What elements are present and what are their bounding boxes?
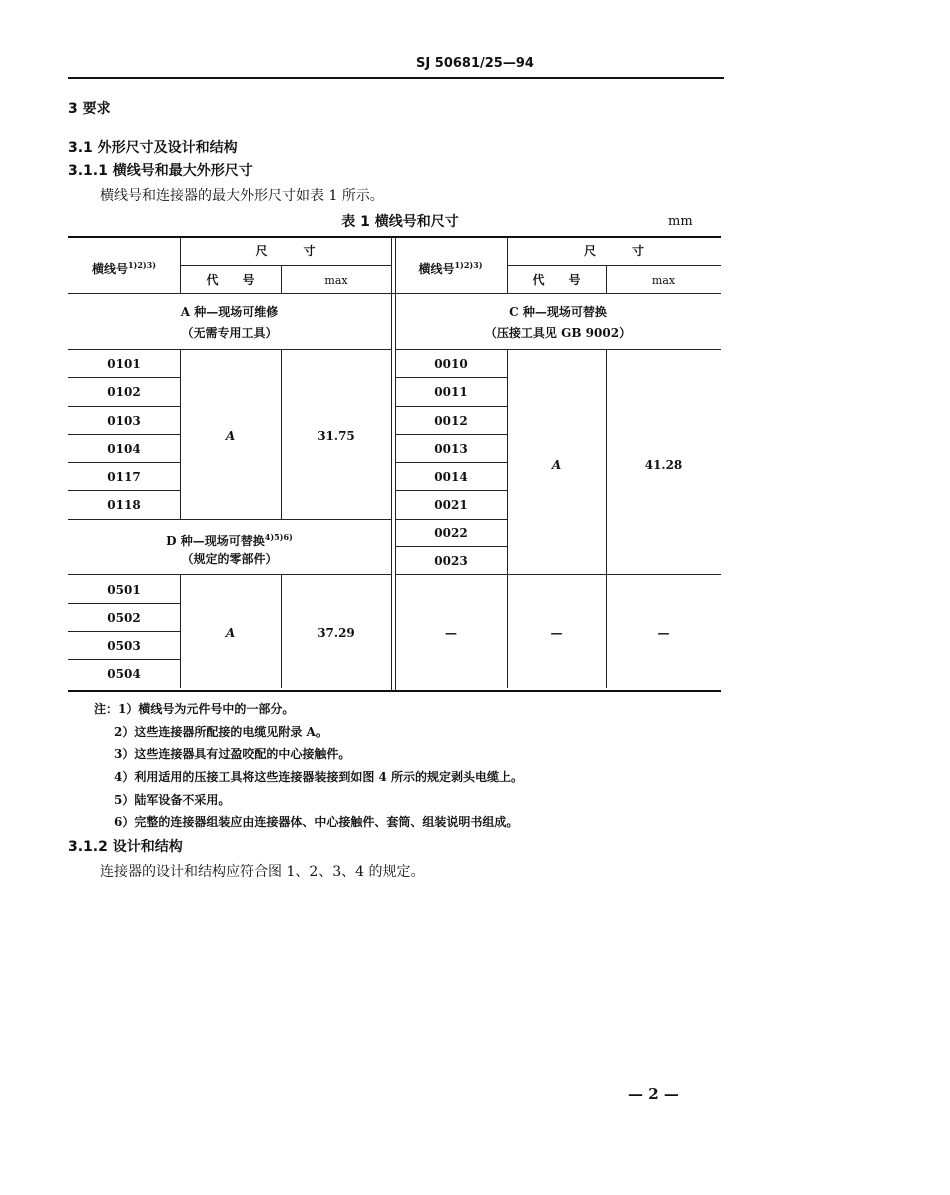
group-c-title: C 种—现场可替换 [509, 305, 607, 319]
table-cell-a-row: 0117 [107, 470, 141, 484]
section-3-1-2-heading: 3.1.2 设计和结构 [68, 839, 183, 855]
table-cell-c-row: 0012 [434, 414, 468, 428]
table-unit: mm [668, 214, 693, 229]
table-cell-c-row: 0011 [434, 385, 468, 399]
empty-dash: — [445, 626, 457, 640]
note-1: 注：1）横线号为元件号中的一部分。 [94, 702, 295, 716]
group-a-max: 31.75 [317, 429, 355, 443]
table-cell-a-row: 0118 [107, 498, 141, 512]
dim-header-left: 尺 寸 [255, 244, 316, 258]
group-d-max: 37.29 [317, 626, 355, 640]
note-3: 3）这些连接器具有过盈咬配的中心接触件。 [114, 747, 351, 761]
code-header-left: 代 号 [206, 273, 255, 287]
group-a-subtitle: （无需专用工具） [181, 326, 278, 340]
group-c-max: 41.28 [644, 458, 683, 472]
table-cell-d-row: 0501 [107, 583, 141, 597]
table-cell-d-row: 0503 [107, 639, 141, 653]
group-a-code: A [225, 429, 236, 443]
group-c-code: A [551, 458, 562, 472]
section-3-1-1-heading: 3.1.1 横线号和最大外形尺寸 [68, 163, 253, 179]
section-3-heading: 3 要求 [68, 101, 111, 117]
group-d-subtitle: （规定的零部件） [181, 552, 278, 566]
empty-dash: — [657, 626, 670, 640]
table-cell-c-row: 0010 [434, 357, 468, 371]
dim-header-right: 尺 寸 [583, 244, 644, 258]
document-number: SJ 50681/25—94 [416, 56, 534, 71]
section-3-1-1-text: 横线号和连接器的最大外形尺寸如表 1 所示。 [100, 188, 384, 204]
table-cell-a-row: 0102 [107, 385, 141, 399]
table-cell-c-row: 0023 [434, 554, 468, 568]
table-cell-a-row: 0104 [107, 442, 141, 456]
table-cell-c-row: 0013 [434, 442, 468, 456]
empty-dash: — [550, 626, 563, 640]
section-3-1-heading: 3.1 外形尺寸及设计和结构 [68, 140, 238, 156]
table-cell-c-row: 0022 [434, 526, 468, 540]
note-2: 2）这些连接器所配接的电缆见附录 A。 [114, 725, 328, 739]
col-header-left: 横线号$^{1)2)3)}$ [91, 260, 157, 276]
group-d-title: D 种—现场可替换$^{4)5)6)}$ [166, 532, 293, 548]
note-6: 6）完整的连接器组装应由连接器体、中心接触件、套筒、组装说明书组成。 [114, 815, 519, 829]
group-d-code: A [225, 626, 236, 640]
table-cell-d-row: 0504 [107, 667, 141, 681]
max-header-left: max [324, 274, 348, 287]
page-number: — 2 — [628, 1085, 679, 1103]
table-cell-c-row: 0021 [434, 498, 468, 512]
col-header-right: 横线号$^{1)2)3)}$ [418, 260, 483, 276]
dimensions-table [68, 236, 721, 692]
table-cell-c-row: 0014 [434, 470, 468, 484]
section-3-1-2-text: 连接器的设计和结构应符合图 1、2、3、4 的规定。 [100, 864, 425, 880]
note-4: 4）利用适用的压接工具将这些连接器装接到如图 4 所示的规定剥头电缆上。 [114, 770, 524, 784]
group-c-subtitle: （压接工具见 GB 9002） [484, 326, 632, 340]
table-cell-a-row: 0103 [107, 414, 141, 428]
max-header-right: max [651, 274, 676, 287]
note-5: 5）陆军设备不采用。 [114, 793, 231, 807]
table-cell-d-row: 0502 [107, 611, 141, 625]
code-header-right: 代 号 [532, 273, 581, 287]
table-caption: 表 1 横线号和尺寸 [341, 214, 459, 230]
group-a-title: A 种—现场可维修 [180, 305, 279, 319]
table-cell-a-row: 0101 [107, 357, 141, 371]
header-rule [68, 77, 724, 79]
